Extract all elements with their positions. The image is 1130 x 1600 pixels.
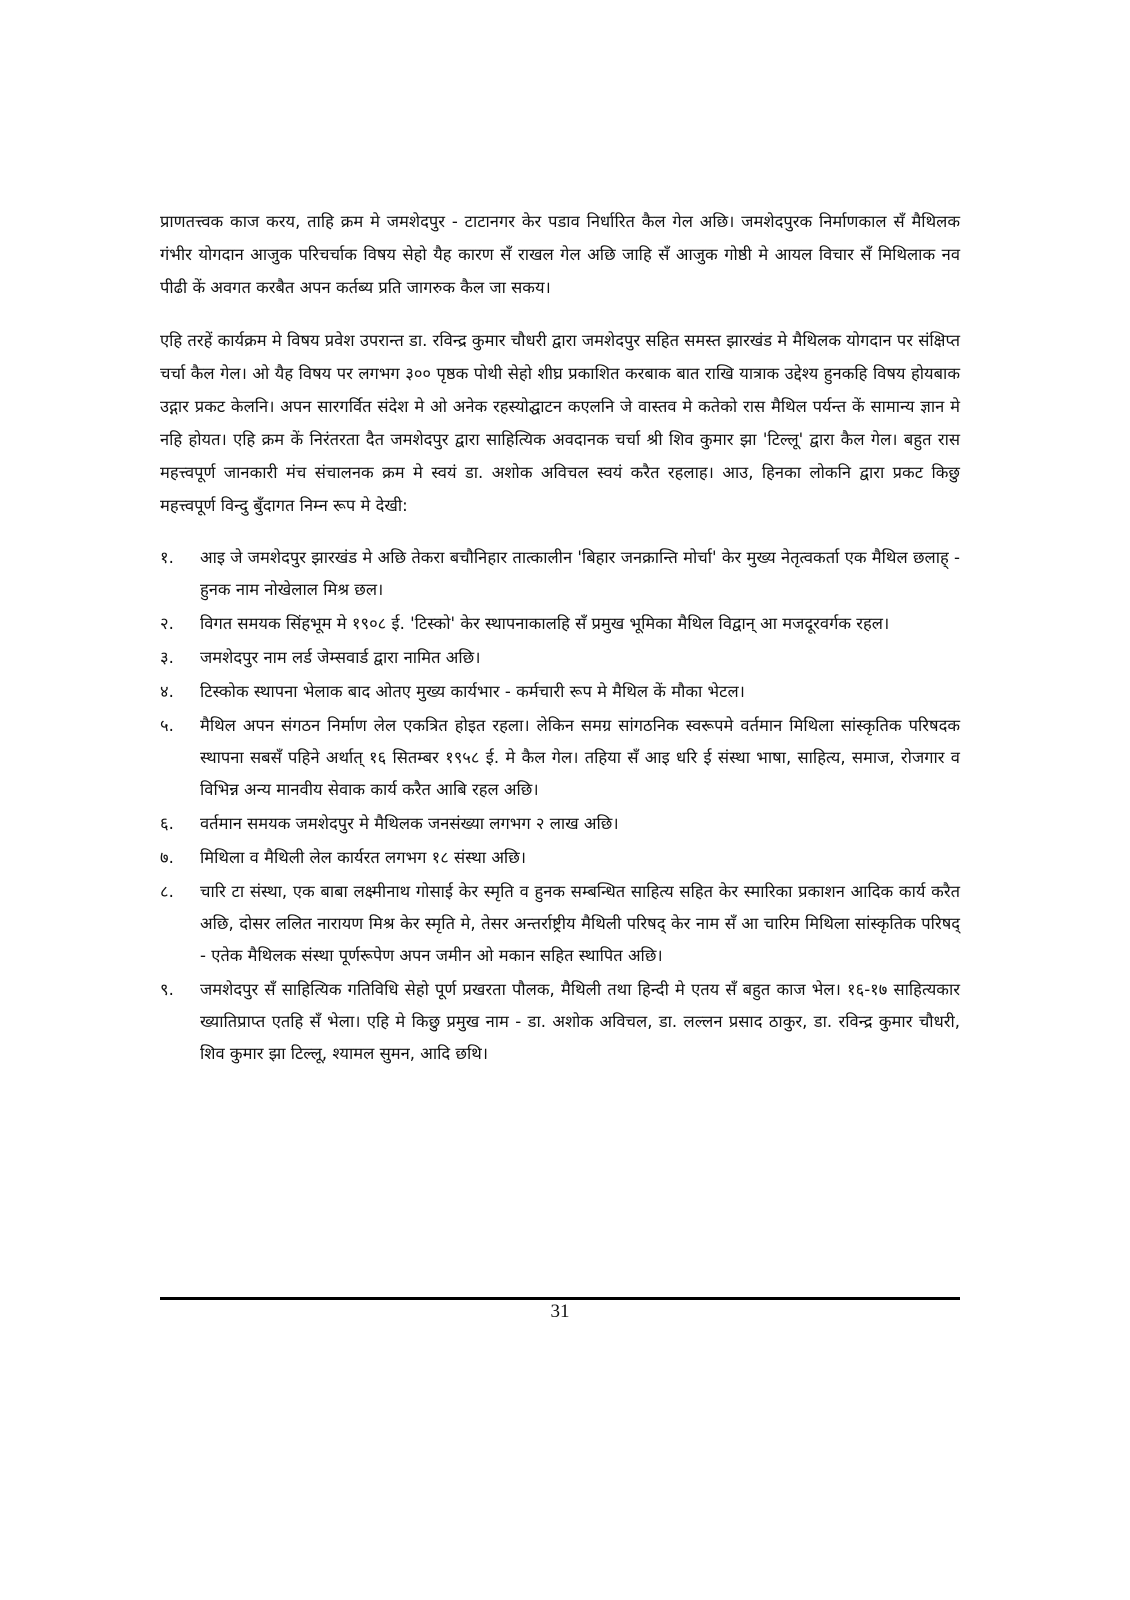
list-item — [160, 842, 960, 874]
list-item — [160, 974, 960, 1070]
page-number: 31 — [550, 1301, 570, 1322]
list-item-number: ४. — [160, 682, 174, 701]
list-item — [160, 542, 960, 606]
list-item — [160, 876, 960, 972]
list-item-number: ६. — [160, 814, 174, 833]
document-body — [160, 205, 960, 1072]
list-item-number: १. — [160, 548, 174, 567]
list-item-text: वर्तमान समयक जमशेदपुर मे मैथिलक जनसंख्या लगभग २ लाख अछि। — [200, 814, 619, 833]
list-item-number: २. — [160, 614, 174, 633]
list-item-number: ७. — [160, 848, 174, 867]
list-item-text: मैथिल अपन संगठन निर्माण लेल एकत्रित होइत रहला। लेकिन समग्र सांगठनिक स्वरूपमे वर्तमान मिथिला सांस्कृतिक परिषदक स्थापना सबसँ पहिने अर्थात् १६ सितम्बर १९५८ ई. मे कैल गेल। तहिया सँ आइ धरि ई संस्था भाषा, साहित्य, समाज, रोजगार व विभिन्न अन्य मानवीय सेवाक कार्य करैत आबि रहल अछि। — [200, 716, 960, 799]
list-item-number: ३. — [160, 648, 174, 667]
list-item-text: जमशेदपुर सँ साहित्यिक गतिविधि सेहो पूर्ण प्रखरता पौलक, मैथिली तथा हिन्दी मे एतय सँ बहुत काज भेल। १६-१७ साहित्यकार ख्यातिप्राप्त एतहि सँ भेला। एहि मे किछु प्रमुख नाम - डा. अशोक अविचल, डा. लल्लन प्रसाद ठाकुर, डा. रविन्द्र कुमार चौधरी, शिव कुमार झा टिल्लू, श्यामल सुमन, आदि छथि। — [200, 980, 960, 1063]
list-item-text: जमशेदपुर नाम लर्ड जेम्सवार्ड द्वारा नामित अछि। — [200, 648, 481, 667]
list-item-text: चारि टा संस्था, एक बाबा लक्ष्मीनाथ गोसाई केर स्मृति व हुनक सम्बन्धित साहित्य सहित केर स्मारिका प्रकाशन आदिक कार्य करैत अछि, दोसर ललित नारायण मिश्र केर स्मृति मे, तेसर अन्तर्राष्ट्रीय मैथिली परिषद् केर नाम सँ आ चारिम मिथिला सांस्कृतिक परिषद् - एतेक मैथिलक संस्था पूर्णरूपेण अपन जमीन ओ मकान सहित स्थापित अछि। — [200, 882, 960, 965]
key-points-list — [160, 542, 960, 1070]
list-item-text: विगत समयक सिंहभूम मे १९०८ ई. 'टिस्को' केर स्थापनाकालहि सँ प्रमुख भूमिका मैथिल विद्वान् आ मजदूरवर्गक रहल। — [200, 614, 890, 633]
list-item — [160, 808, 960, 840]
list-item-text: मिथिला व मैथिली लेल कार्यरत लगभग १८ संस्था अछि। — [200, 848, 527, 867]
list-item — [160, 608, 960, 640]
list-item-number: ९. — [160, 980, 174, 999]
program-paragraph: एहि तरहें कार्यक्रम मे विषय प्रवेश उपरान्त डा. रविन्द्र कुमार चौधरी द्वारा जमशेदपुर सहित समस्त झारखंड मे मैथिलक योगदान पर संक्षिप्त चर्चा कैल गेल। ओ यैह विषय पर लगभग ३०० पृष्ठक पोथी सेहो शीघ्र प्रकाशित करबाक बात राखि यात्राक उद्देश्य हुनकहि विषय होयबाक उद्गार प्रकट केलनि। अपन सारगर्वित संदेश मे ओ अनेक रहस्योद्घाटन कएलनि जे वास्तव मे कतेको रास मैथिल पर्यन्त कें सामान्य ज्ञान मे नहि होयत। एहि क्रम कें निरंतरता दैत जमशेदपुर द्वारा साहित्यिक अवदानक चर्चा श्री शिव कुमार झा 'टिल्लू' द्वारा कैल गेल। बहुत रास महत्त्वपूर्ण जानकारी मंच संचालनक क्रम मे स्वयं डा. अशोक अविचल स्वयं करैत रहलाह। आउ, हिनका लोकनि द्वारा प्रकट किछु महत्त्वपूर्ण विन्दु बुँदागत निम्न रूप मे देखी: — [160, 331, 960, 515]
list-item-number: ८. — [160, 882, 174, 901]
list-item — [160, 710, 960, 806]
list-item — [160, 676, 960, 708]
intro-paragraph: प्राणतत्त्वक काज करय, ताहि क्रम मे जमशेदपुर - टाटानगर केर पडाव निर्धारित कैल गेल अछि। जमशेदपुरक निर्माणकाल सँ मैथिलक गंभीर योगदान आजुक परिचर्चाक विषय सेहो यैह कारण सँ राखल गेल अछि जाहि सँ आजुक गोष्ठी मे आयल विचार सँ मिथिलाक नव पीढी कें अवगत करबैत अपन कर्तब्य प्रति जागरुक कैल जा सकय। — [160, 212, 960, 297]
list-item-number: ५. — [160, 716, 174, 735]
list-item-text: टिस्कोक स्थापना भेलाक बाद ओतए मुख्य कार्यभार - कर्मचारी रूप मे मैथिल कें मौका भेटल। — [200, 682, 745, 701]
list-item-text: आइ जे जमशेदपुर झारखंड मे अछि तेकरा बचौनिहार तात्कालीन 'बिहार जनक्रान्ति मोर्चा' केर मुख्य नेतृत्वकर्ता एक मैथिल छलाह् - हुनक नाम नोखेलाल मिश्र छल। — [200, 548, 960, 599]
list-item — [160, 642, 960, 674]
